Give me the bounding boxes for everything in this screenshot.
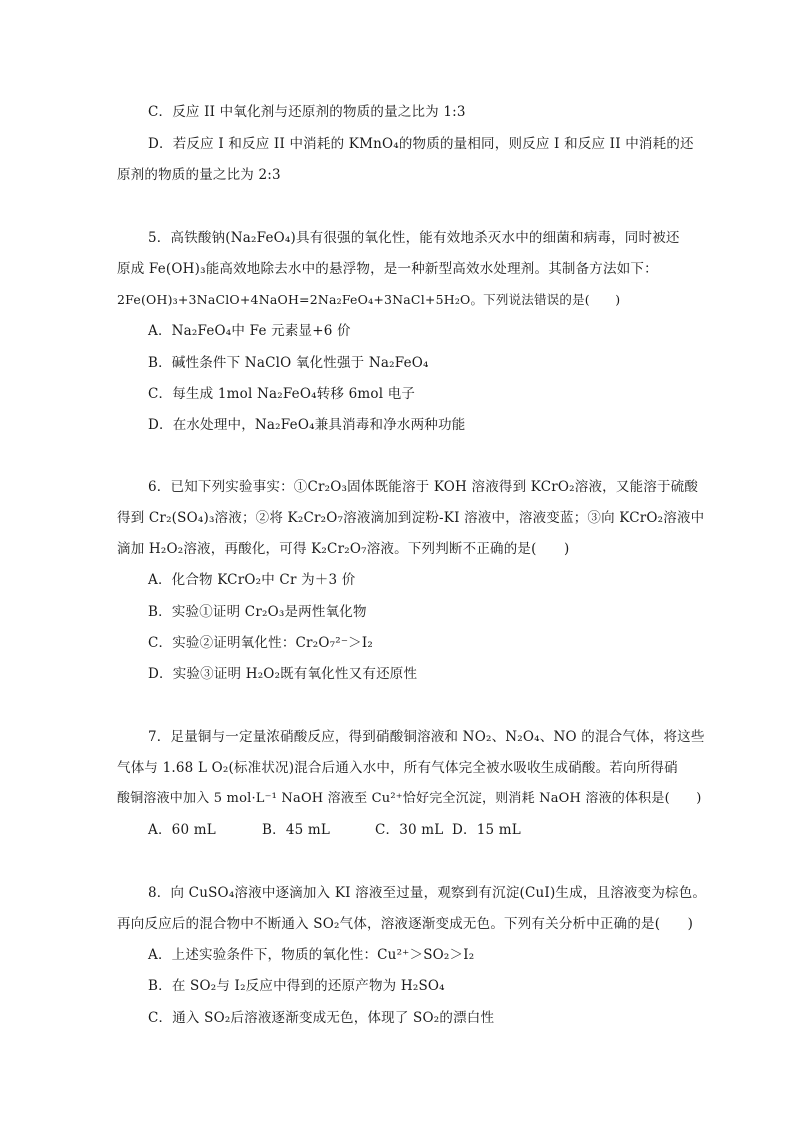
q8-option-a: A．上述实验条件下，物质的氧化性：Cu²⁺＞SO₂＞I₂ [148,947,475,963]
q6-stem-line1: 6．已知下列实验事实：①Cr₂O₃固体既能溶于 KOH 溶液得到 KCrO₂溶液，又能溶于硫酸 [148,479,699,495]
q6-option-d: D．实验③证明 H₂O₂既有氧化性又有还原性 [148,666,418,682]
q7-option-d: D．15 mL [452,822,521,838]
q4-option-d-line1: D．若反应 I 和反应 II 中消耗的 KMnO₄的物质的量相同，则反应 I 和反应 II 中消耗的还 [148,136,694,152]
q6-option-c: C．实验②证明氧化性：Cr₂O₇²⁻＞I₂ [148,635,373,651]
q8-option-b: B．在 SO₂与 I₂反应中得到的还原产物为 H₂SO₄ [148,978,445,994]
q8-stem-line2: 再向反应后的混合物中不断通入 SO₂气体，溶液逐渐变成无色。下列有关分析中正确的是( ) [117,916,694,932]
q7-stem-line2: 气体与 1.68 L O₂(标准状况)混合后通入水中，所有气体完全被水吸收生成硝酸。若向所得硝 [117,760,678,776]
q5-option-d: D．在水处理中，Na₂FeO₄兼具消毒和净水两种功能 [148,417,466,433]
q8-option-c: C．通入 SO₂后溶液逐渐变成无色，体现了 SO₂的漂白性 [148,1010,495,1026]
q5-stem-line3: 2Fe(OH)₃+3NaClO+4NaOH=2Na₂FeO₄+3NaCl+5H₂O。下列说法错误的是( ) [117,292,621,307]
q7-stem-line3: 酸铜溶液中加入 5 mol·L⁻¹ NaOH 溶液至 Cu²⁺恰好完全沉淀，则消耗 NaOH 溶液的体积是( ) [117,791,702,806]
q4-option-d-line2: 原剂的物质的量之比为 2:3 [117,167,281,183]
q7-option-b: B．45 mL [262,822,331,838]
q5-option-c: C．每生成 1mol Na₂FeO₄转移 6mol 电子 [148,386,416,402]
q5-option-a: A．Na₂FeO₄中 Fe 元素显+6 价 [148,323,351,339]
q5-option-b: B．碱性条件下 NaClO 氧化性强于 Na₂FeO₄ [148,355,429,371]
q6-stem-line3: 滴加 H₂O₂溶液，再酸化，可得 K₂Cr₂O₇溶液。下列判断不正确的是( ) [117,541,570,557]
q5-stem-line1: 5．高铁酸钠(Na₂FeO₄)具有很强的氧化性，能有效地杀灭水中的细菌和病毒，同时被还 [148,230,680,246]
q7-option-a: A．60 mL [148,822,216,838]
q7-option-c: C．30 mL [375,822,444,838]
q4-option-c: C．反应 II 中氧化剂与还原剂的物质的量之比为 1:3 [148,104,466,120]
q8-stem-line1: 8．向 CuSO₄溶液中逐滴加入 KI 溶液至过量，观察到有沉淀(CuI)生成，且溶液变为棕色。 [148,885,707,901]
q5-stem-line2: 原成 Fe(OH)₃能高效地除去水中的悬浮物，是一种新型高效水处理剂。其制备方法如下： [117,261,658,277]
q6-option-a: A．化合物 KCrO₂中 Cr 为＋3 价 [148,572,356,588]
q6-option-b: B．实验①证明 Cr₂O₃是两性氧化物 [148,604,367,620]
q6-stem-line2: 得到 Cr₂(SO₄)₃溶液；②将 K₂Cr₂O₇溶液滴加到淀粉-KI 溶液中，溶液变蓝；③向 KCrO₂溶液中 [117,510,705,526]
q7-stem-line1: 7．足量铜与一定量浓硝酸反应，得到硝酸铜溶液和 NO₂、N₂O₄、NO 的混合气体，将这些 [148,729,705,745]
